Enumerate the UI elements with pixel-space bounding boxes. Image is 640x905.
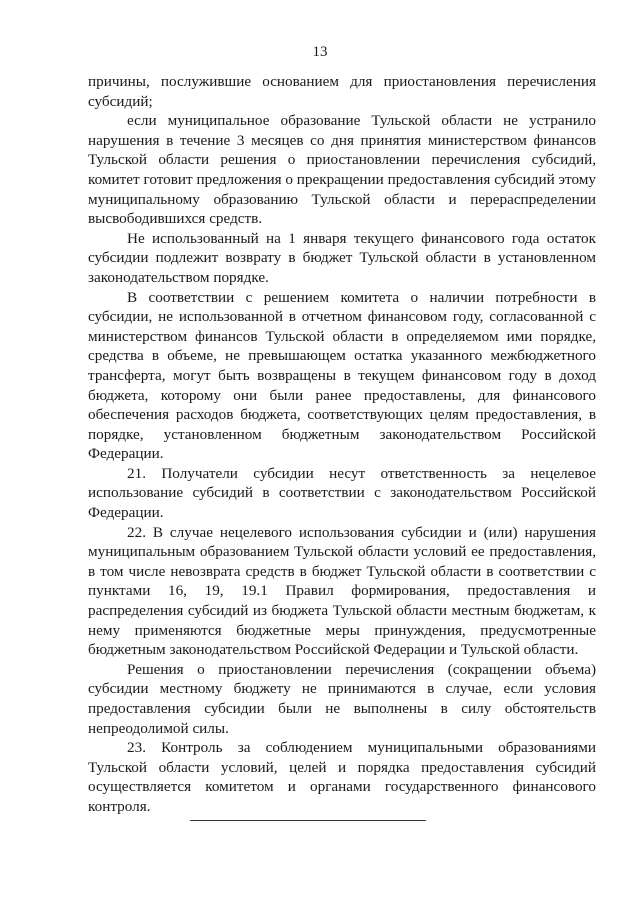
- page-number: 13: [312, 44, 328, 60]
- paragraph-committee-decision: В соответствии с решением комитета о наличии потребности в субсидии, не использованной в отчетном финансовом году, согласованной с министерством финансов Тульской области в определяемом ими порядке, средства в объеме, не превышающем остатка указанного межбюджетного трансферта, могут быть возвращены в текущем финансовом году в доход бюджета, которому они были ранее предоставлены, для финансового обеспечения расходов бюджета, соответствующих целям предоставления, в порядке, установленном бюджетным законодательством Российской Федерации.: [88, 288, 596, 463]
- paragraph-item-21: 21. Получатели субсидии несут ответственность за нецелевое использование субсидий в соответствии с законодательством Российской Федерации.: [88, 464, 596, 522]
- end-of-document-rule: [190, 820, 426, 821]
- paragraph-item-22: 22. В случае нецелевого использования субсидии и (или) нарушения муниципальным образованием Тульской области условий ее предоставления, в том числе невозврата средств в бюджет Тульской области в соответствии с пунктами 16, 19, 19.1 Правил формирования, предоставления и распределения субсидий из бюджета Тульской области местным бюджетам, к нему применяются бюджетные меры принуждения, предусмотренные бюджетным законодательством Российской Федерации и Тульской области.: [88, 523, 596, 659]
- paragraph-violation-not-fixed: если муниципальное образование Тульской области не устранило нарушения в течение 3 месяцев со дня принятия министерством финансов Тульской области решения о приостановлении перечисления субсидий, комитет готовит предложения о прекращении предоставления субсидий этому муниципальному образованию Тульской области и перераспределении высвободившихся средств.: [88, 112, 596, 228]
- paragraph-force-majeure: Решения о приостановлении перечисления (сокращении объема) субсидии местному бюджету не принимаются в случае, если условия предоставления субсидии были не выполнены в силу обстоятельств непреодолимой силы.: [88, 660, 596, 737]
- body-text: [88, 72, 596, 817]
- paragraph-unused-balance: Не использованный на 1 января текущего финансового года остаток субсидии подлежит возврату в бюджет Тульской области в установленном законодательством порядке.: [88, 229, 596, 286]
- paragraph-reasons-continuation: причины, послужившие основанием для приостановления перечисления субсидий;: [88, 73, 596, 110]
- paragraph-item-23: 23. Контроль за соблюдением муниципальными образованиями Тульской области условий, целей и порядка предоставления субсидий осуществляется комитетом и органами государственного финансового контроля.: [88, 739, 596, 815]
